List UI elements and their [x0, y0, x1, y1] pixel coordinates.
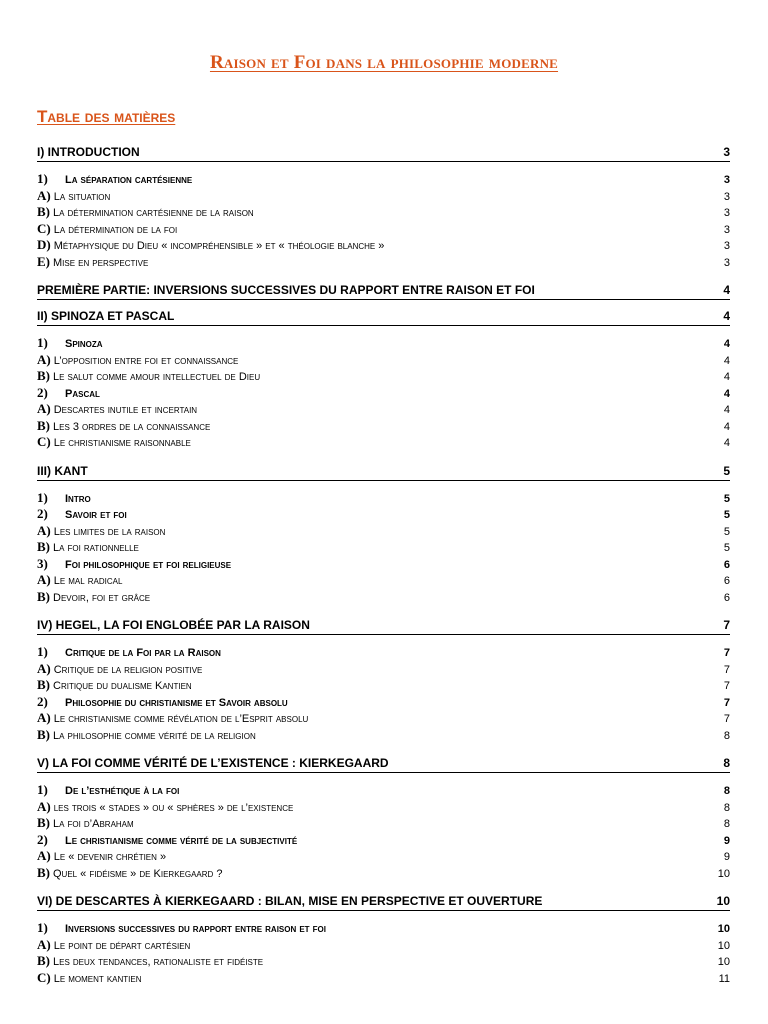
toc-page-number: 8 — [723, 756, 730, 770]
toc-entry-number: 1) — [37, 335, 48, 350]
toc-entry-text: V) LA FOI COMME VÉRITÉ DE L’EXISTENCE : KIERKEGAARD — [37, 756, 389, 770]
toc-entry-text: Le christianisme comme vérité de la subjectivité — [65, 834, 298, 847]
toc-entry-label — [37, 506, 690, 522]
toc-entry-letter: B) — [37, 726, 50, 742]
toc-page-number: 10 — [716, 894, 730, 908]
toc-page-number: 5 — [723, 525, 730, 538]
toc-entry-label — [37, 865, 690, 881]
toc-entry-text: Devoir, foi et grâce — [53, 591, 151, 604]
toc-entry-text: Le mal radical — [53, 575, 123, 587]
toc-entry-label — [37, 618, 690, 632]
toc-entry-text: Les deux tendances, rationaliste et fidéiste — [53, 956, 264, 968]
toc-sub[interactable] — [37, 335, 730, 352]
toc-item[interactable] — [37, 418, 730, 435]
toc-item[interactable] — [37, 352, 730, 369]
toc-item[interactable] — [37, 368, 730, 385]
toc-entry-letter: A) — [37, 522, 51, 538]
toc-entry-text: Le « devenir chrétien » — [53, 851, 167, 863]
toc-item[interactable] — [37, 970, 730, 987]
toc-entry-label — [37, 644, 690, 660]
toc-entry-letter: C) — [37, 434, 51, 449]
toc-item[interactable] — [37, 865, 730, 882]
toc-entry-text: Philosophie du christianisme et Savoir absolu — [65, 696, 288, 709]
toc-entry-text: Foi philosophique et foi religieuse — [65, 558, 232, 571]
toc-entry-label — [37, 523, 690, 539]
toc-entry-text: Savoir et foi — [65, 509, 127, 521]
toc-entry-text: VI) DE DESCARTES À KIERKEGAARD : BILAN, MISE EN PERSPECTIVE ET OUVERTURE — [37, 894, 543, 908]
toc-entry-label — [37, 335, 690, 351]
toc-entry-label — [37, 920, 690, 936]
toc-page-number: 8 — [723, 818, 730, 830]
toc-page-number: 3 — [723, 145, 730, 159]
toc-sub[interactable] — [37, 490, 730, 507]
toc-entry-label — [37, 694, 690, 710]
toc-sub[interactable] — [37, 782, 730, 799]
toc-item[interactable] — [37, 434, 730, 451]
toc-page-number: 5 — [723, 463, 730, 478]
toc-page-number: 5 — [723, 509, 730, 521]
toc-entry-label — [37, 254, 690, 270]
toc-page-number: 10 — [717, 923, 730, 935]
toc-entry-letter: A) — [37, 798, 51, 814]
toc-entry-text: Le moment kantien — [53, 972, 142, 985]
toc-entry-label — [37, 970, 690, 986]
toc-entry-label — [37, 756, 690, 770]
toc-entry-letter: B) — [37, 677, 50, 692]
toc-entry-letter: E) — [37, 253, 50, 269]
toc-entry-number: 1) — [37, 920, 48, 935]
toc-page-number: 8 — [723, 785, 730, 797]
toc-entry-label — [37, 727, 690, 743]
toc-entry-label — [37, 677, 690, 693]
toc-entry-text: Mise en perspective — [53, 256, 149, 269]
toc-entry-text: La foi rationnelle — [53, 542, 139, 554]
toc-entry-number: 2) — [37, 506, 48, 521]
toc-entry-label — [37, 848, 690, 864]
toc-item[interactable] — [37, 204, 730, 221]
toc-entry-label — [37, 401, 690, 417]
toc-page-number: 10 — [717, 867, 730, 880]
toc-entry-letter: B) — [37, 368, 50, 383]
toc-entry-text: Descartes inutile et incertain — [53, 404, 198, 416]
toc-entry-text: L’opposition entre foi et connaissance — [53, 354, 239, 367]
toc-entry-text: Le point de départ cartésien — [53, 939, 191, 952]
toc-entry-text: La séparation cartésienne — [65, 174, 193, 186]
toc-page-number: 8 — [723, 801, 730, 814]
toc-entry-text: Critique de la Foi par la Raison — [65, 647, 221, 659]
toc-entry-letter: B) — [37, 417, 50, 433]
toc-entry-text: Quel « fidéisme » de Kierkegaard ? — [53, 867, 223, 880]
toc-entry-number: 2) — [37, 831, 48, 847]
toc-item[interactable] — [37, 589, 730, 606]
toc-page-number: 4 — [723, 338, 730, 350]
toc-page-number: 4 — [723, 309, 730, 323]
toc-entry-letter: A) — [37, 710, 51, 725]
toc-page-number: 3 — [723, 240, 730, 252]
toc-entry-label — [37, 464, 690, 478]
toc-entry-letter: B) — [37, 588, 50, 604]
toc-entry-label — [37, 894, 690, 908]
toc-entry-label — [37, 589, 690, 605]
toc-page-number: 5 — [723, 542, 730, 554]
toc-entry-label — [37, 283, 690, 297]
toc-section[interactable] — [37, 894, 730, 911]
toc-sub[interactable] — [37, 920, 730, 937]
toc-item[interactable] — [37, 799, 730, 816]
toc-page-number: 4 — [723, 437, 730, 449]
document-title: Raison et Foi dans la philosophie moderne — [209, 52, 559, 73]
toc-entry-label — [37, 418, 690, 434]
toc-entry-letter: C) — [37, 969, 51, 985]
toc-entry-letter: B) — [37, 539, 50, 554]
toc-entry-label — [37, 368, 690, 384]
toc-page-number: 6 — [723, 575, 730, 587]
toc-entry-label — [37, 204, 690, 220]
toc-entry-label — [37, 953, 690, 969]
toc-entry-label — [37, 237, 690, 253]
toc-entry-letter: A) — [37, 848, 51, 863]
toc-entry-label — [37, 309, 690, 323]
toc-entry-number: 2) — [37, 384, 48, 400]
toc-page-number: 6 — [723, 591, 730, 604]
toc-entry-text: II) SPINOZA ET PASCAL — [37, 309, 175, 323]
toc-entry-label — [37, 490, 690, 506]
toc-entry-text: La détermination cartésienne de la raison — [53, 207, 254, 219]
toc-entry-letter: A) — [37, 936, 51, 952]
toc-page-number: 4 — [723, 371, 730, 383]
toc-page-number: 3 — [723, 174, 730, 186]
toc-heading: Table des matières — [37, 107, 176, 126]
toc-entry-number: 2) — [37, 693, 48, 709]
toc-entry-letter: B) — [37, 204, 50, 219]
toc-section[interactable] — [37, 309, 730, 326]
toc-page-number: 3 — [723, 223, 730, 236]
toc-entry-label — [37, 188, 690, 204]
toc-entry-letter: A) — [37, 572, 51, 587]
toc-entry-letter: A) — [37, 351, 51, 367]
toc-page-number: 7 — [723, 647, 730, 659]
toc-entry-text: Le christianisme comme révélation de l’Esprit absolu — [53, 713, 309, 725]
toc-entry-number: 1) — [37, 171, 48, 186]
toc-page-number: 11 — [718, 972, 730, 985]
table-of-contents — [37, 145, 730, 986]
toc-entry-letter: C) — [37, 220, 51, 236]
toc-section[interactable] — [37, 145, 730, 162]
toc-entry-letter: B) — [37, 864, 50, 880]
toc-entry-label — [37, 815, 690, 831]
toc-entry-text: I) INTRODUCTION — [37, 145, 140, 159]
toc-page-number: 3 — [723, 256, 730, 269]
toc-item[interactable] — [37, 727, 730, 744]
toc-item[interactable] — [37, 937, 730, 954]
toc-page-number: 10 — [717, 939, 730, 952]
toc-entry-label — [37, 799, 690, 815]
toc-sub[interactable] — [37, 694, 730, 711]
toc-page-number: 7 — [723, 696, 730, 709]
toc-entry-text: La situation — [53, 190, 111, 203]
toc-entry-text: Les 3 ordres de la connaissance — [53, 420, 211, 433]
toc-entry-text: Métaphysique du Dieu « incompréhensible » et « théologie blanche » — [53, 240, 385, 252]
toc-sub[interactable] — [37, 385, 730, 402]
toc-page-number: 4 — [723, 404, 730, 416]
toc-entry-text: La détermination de la foi — [53, 223, 178, 236]
toc-sub[interactable] — [37, 171, 730, 188]
toc-page-number: 7 — [723, 680, 730, 692]
toc-entry-number: 3) — [37, 555, 48, 571]
toc-page-number: 10 — [717, 956, 730, 968]
toc-entry-label — [37, 539, 690, 555]
toc-item[interactable] — [37, 539, 730, 556]
toc-item[interactable] — [37, 848, 730, 865]
toc-entry-label — [37, 782, 690, 798]
toc-item[interactable] — [37, 815, 730, 832]
toc-entry-label — [37, 832, 690, 848]
toc-entry-text: La philosophie comme vérité de la religion — [53, 729, 256, 742]
toc-page-number: 8 — [723, 729, 730, 742]
toc-page-number: 3 — [723, 190, 730, 203]
toc-entry-label — [37, 221, 690, 237]
toc-item[interactable] — [37, 401, 730, 418]
toc-sub[interactable] — [37, 556, 730, 573]
toc-entry-label — [37, 352, 690, 368]
toc-entry-text: Inversions successives du rapport entre raison et foi — [65, 923, 326, 935]
toc-entry-label — [37, 171, 690, 187]
toc-item[interactable] — [37, 572, 730, 589]
toc-entry-text: Spinoza — [65, 338, 103, 350]
toc-page-number: 7 — [723, 713, 730, 725]
toc-entry-letter: B) — [37, 953, 50, 968]
toc-entry-text: Le christianisme raisonnable — [53, 437, 191, 449]
toc-entry-letter: B) — [37, 815, 50, 830]
toc-entry-label — [37, 937, 690, 953]
toc-item[interactable] — [37, 953, 730, 970]
toc-entry-label — [37, 556, 690, 572]
toc-entry-text: Critique de la religion positive — [53, 663, 203, 676]
toc-entry-number: 1) — [37, 489, 48, 505]
toc-entry-text: PREMIÈRE PARTIE: INVERSIONS SUCCESSIVES DU RAPPORT ENTRE RAISON ET FOI — [37, 283, 535, 297]
toc-page-number: 4 — [723, 354, 730, 367]
toc-entry-text: IV) HEGEL, LA FOI ENGLOBÉE PAR LA RAISON — [37, 618, 310, 632]
toc-page-number: 6 — [723, 558, 730, 571]
toc-section[interactable] — [37, 618, 730, 635]
toc-entry-number: 1) — [37, 644, 48, 659]
toc-entry-number: 1) — [37, 782, 48, 797]
toc-page-number: 7 — [723, 663, 730, 676]
toc-item[interactable] — [37, 677, 730, 694]
toc-page-number: 7 — [723, 618, 730, 632]
toc-entry-text: Les limites de la raison — [53, 525, 166, 538]
toc-entry-letter: D) — [37, 237, 51, 252]
toc-item[interactable] — [37, 237, 730, 254]
toc-item[interactable] — [37, 523, 730, 540]
toc-page-number: 5 — [723, 492, 730, 505]
toc-entry-label — [37, 661, 690, 677]
toc-page-number: 3 — [723, 207, 730, 219]
toc-item[interactable] — [37, 254, 730, 271]
toc-item[interactable] — [37, 661, 730, 678]
toc-entry-label — [37, 385, 690, 401]
toc-page-number: 4 — [723, 283, 730, 297]
toc-section[interactable] — [37, 756, 730, 773]
toc-page-number: 9 — [723, 834, 730, 847]
toc-entry-text: De l’esthétique à la foi — [65, 785, 180, 797]
toc-entry-label — [37, 572, 690, 588]
toc-entry-letter: A) — [37, 660, 51, 676]
toc-sub[interactable] — [37, 506, 730, 523]
toc-page-number: 9 — [723, 851, 730, 863]
toc-entry-letter: A) — [37, 187, 51, 203]
toc-sub[interactable] — [37, 832, 730, 849]
toc-entry-text: Le salut comme amour intellectuel de Dieu — [53, 371, 261, 383]
toc-entry-label — [37, 710, 690, 726]
toc-page-number: 4 — [723, 387, 730, 400]
toc-entry-text: Intro — [65, 492, 91, 505]
toc-entry-text: Pascal — [65, 387, 100, 400]
toc-sub[interactable] — [37, 644, 730, 661]
toc-entry-label — [37, 434, 690, 450]
toc-entry-letter: A) — [37, 401, 51, 416]
toc-entry-label — [37, 145, 690, 159]
toc-entry-text: Critique du dualisme Kantien — [53, 680, 192, 692]
toc-item[interactable] — [37, 188, 730, 205]
toc-item[interactable] — [37, 221, 730, 238]
toc-item[interactable] — [37, 710, 730, 727]
toc-section[interactable] — [37, 283, 730, 300]
toc-entry-text: les trois « stades » ou « sphères » de l’existence — [53, 801, 294, 814]
toc-page-number: 4 — [723, 420, 730, 433]
toc-entry-text: III) KANT — [37, 463, 88, 478]
toc-section[interactable] — [37, 464, 730, 481]
toc-entry-text: La foi d’Abraham — [53, 818, 134, 830]
